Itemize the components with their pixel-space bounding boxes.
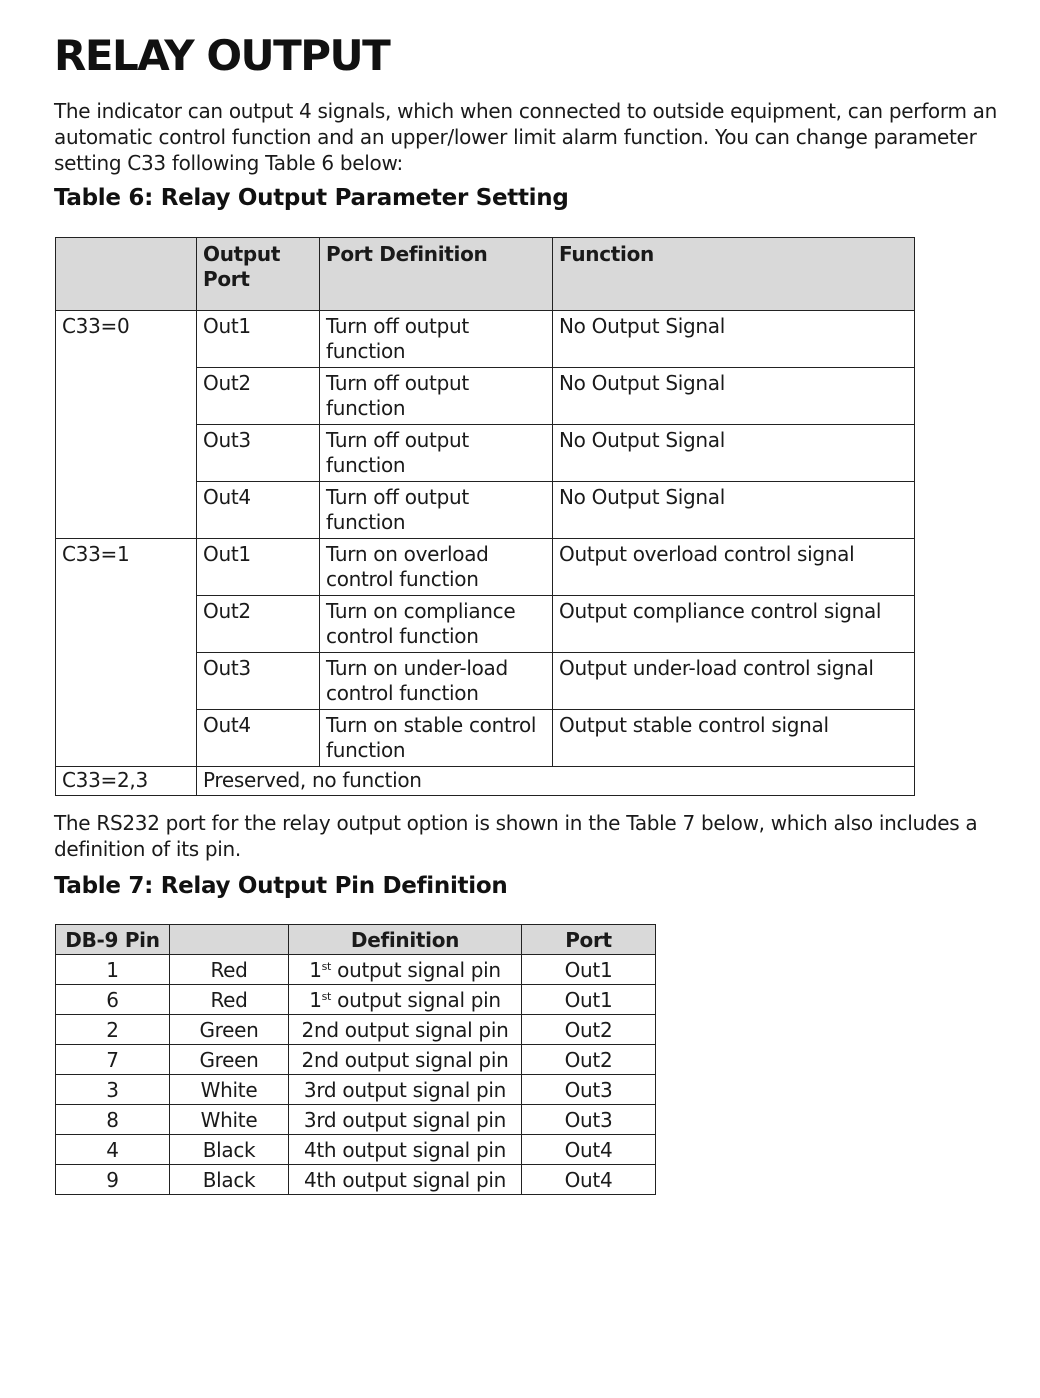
port-cell: Out3: [197, 653, 320, 710]
def-text: output signal pin: [336, 1167, 507, 1192]
table-row: [56, 1015, 656, 1045]
definition-cell: Turn off output function: [320, 368, 553, 425]
def-ordinal: 4th: [303, 1167, 337, 1192]
table7-header-port: Port: [522, 925, 656, 955]
def-text: output signal pin: [336, 1107, 507, 1132]
relay-parameter-table: [55, 237, 915, 796]
pin-definition-cell: [289, 1165, 522, 1195]
table6-header-setting: [56, 238, 197, 311]
port-cell: Out4: [197, 482, 320, 539]
table7-header-color: [170, 925, 289, 955]
table-row: [56, 1135, 656, 1165]
definition-cell: Turn off output function: [320, 311, 553, 368]
function-cell: No Output Signal: [553, 482, 915, 539]
pin-port-cell: Out3: [522, 1075, 656, 1105]
wire-color-cell: White: [170, 1105, 289, 1135]
port-cell: Out4: [197, 710, 320, 767]
wire-color-cell: Red: [170, 985, 289, 1015]
function-cell: Output compliance control signal: [553, 596, 915, 653]
table6-header-function: Function: [553, 238, 915, 311]
table6-header-definition: Port Definition: [320, 238, 553, 311]
table7-header-definition: Definition: [289, 925, 522, 955]
rs232-paragraph: The RS232 port for the relay output option is shown in the Table 7 below, which also includes a definition of its pin.: [54, 811, 978, 861]
intro-paragraph: The indicator can output 4 signals, which when connected to outside equipment, can perform an automatic control function and an upper/lower limit alarm function. You can change parameter setting C33 following Table 6 below:: [54, 99, 998, 175]
def-text: output signal pin: [331, 987, 501, 1012]
pin-definition-cell: [289, 1135, 522, 1165]
function-cell: No Output Signal: [553, 368, 915, 425]
pin-cell: 6: [56, 985, 170, 1015]
setting-cell: C33=1: [56, 539, 197, 767]
table-row: [56, 1045, 656, 1075]
function-cell: Output overload control signal: [553, 539, 915, 596]
definition-cell: Turn on compliance control function: [320, 596, 553, 653]
table6-header-port: Output Port: [197, 238, 320, 311]
pin-definition-cell: [289, 1045, 522, 1075]
def-ordinal-suffix: st: [321, 989, 332, 1003]
def-text: output signal pin: [338, 1017, 509, 1042]
def-ordinal: 1: [309, 957, 322, 982]
pin-definition-cell: [289, 1105, 522, 1135]
def-text: output signal pin: [336, 1077, 507, 1102]
pin-port-cell: Out1: [522, 955, 656, 985]
table6-caption: Table 6: Relay Output Parameter Setting: [54, 185, 569, 211]
wire-color-cell: Black: [170, 1135, 289, 1165]
definition-cell: Turn on overload control function: [320, 539, 553, 596]
pin-definition-cell: [289, 985, 522, 1015]
preserved-cell: Preserved, no function: [197, 767, 915, 796]
table-row: [56, 1165, 656, 1195]
wire-color-cell: Green: [170, 1015, 289, 1045]
table-row: [56, 539, 915, 596]
pin-cell: 9: [56, 1165, 170, 1195]
pin-port-cell: Out4: [522, 1135, 656, 1165]
def-ordinal: 1: [309, 987, 322, 1012]
pin-port-cell: Out2: [522, 1045, 656, 1075]
table-row: [56, 1075, 656, 1105]
pin-port-cell: Out1: [522, 985, 656, 1015]
definition-cell: Turn off output function: [320, 482, 553, 539]
wire-color-cell: Red: [170, 955, 289, 985]
pin-definition-cell: [289, 955, 522, 985]
setting-cell: C33=0: [56, 311, 197, 539]
pin-definition-cell: [289, 1075, 522, 1105]
def-text: output signal pin: [331, 957, 501, 982]
def-ordinal: 2nd: [301, 1047, 339, 1072]
function-cell: No Output Signal: [553, 425, 915, 482]
function-cell: Output under-load control signal: [553, 653, 915, 710]
pin-definition-cell: [289, 1015, 522, 1045]
wire-color-cell: Black: [170, 1165, 289, 1195]
pin-cell: 8: [56, 1105, 170, 1135]
port-cell: Out1: [197, 311, 320, 368]
pin-cell: 4: [56, 1135, 170, 1165]
def-ordinal: 2nd: [301, 1017, 339, 1042]
table-row: [56, 311, 915, 368]
port-cell: Out1: [197, 539, 320, 596]
table6-header-row: [56, 238, 915, 311]
port-cell: Out3: [197, 425, 320, 482]
page-title: RELAY OUTPUT: [54, 31, 390, 80]
wire-color-cell: White: [170, 1075, 289, 1105]
definition-cell: Turn on under-load control function: [320, 653, 553, 710]
table7-header-row: [56, 925, 656, 955]
table-row: [56, 955, 656, 985]
def-ordinal: 4th: [303, 1137, 337, 1162]
pin-cell: 3: [56, 1075, 170, 1105]
pin-port-cell: Out2: [522, 1015, 656, 1045]
def-text: output signal pin: [338, 1047, 509, 1072]
pin-cell: 7: [56, 1045, 170, 1075]
pin-cell: 2: [56, 1015, 170, 1045]
wire-color-cell: Green: [170, 1045, 289, 1075]
table7-caption: Table 7: Relay Output Pin Definition: [54, 873, 508, 899]
definition-cell: Turn off output function: [320, 425, 553, 482]
def-ordinal: 3rd: [303, 1077, 337, 1102]
function-cell: No Output Signal: [553, 311, 915, 368]
table-row: [56, 985, 656, 1015]
pin-definition-table: [55, 924, 656, 1195]
table-row: [56, 1105, 656, 1135]
definition-cell: Turn on stable control function: [320, 710, 553, 767]
port-cell: Out2: [197, 596, 320, 653]
setting-cell: C33=2,3: [56, 767, 197, 796]
table-row: [56, 767, 915, 796]
pin-cell: 1: [56, 955, 170, 985]
pin-port-cell: Out4: [522, 1165, 656, 1195]
def-text: output signal pin: [336, 1137, 507, 1162]
def-ordinal: 3rd: [303, 1107, 337, 1132]
table7-header-pin: DB-9 Pin: [56, 925, 170, 955]
def-ordinal-suffix: st: [321, 959, 332, 973]
pin-port-cell: Out3: [522, 1105, 656, 1135]
function-cell: Output stable control signal: [553, 710, 915, 767]
port-cell: Out2: [197, 368, 320, 425]
